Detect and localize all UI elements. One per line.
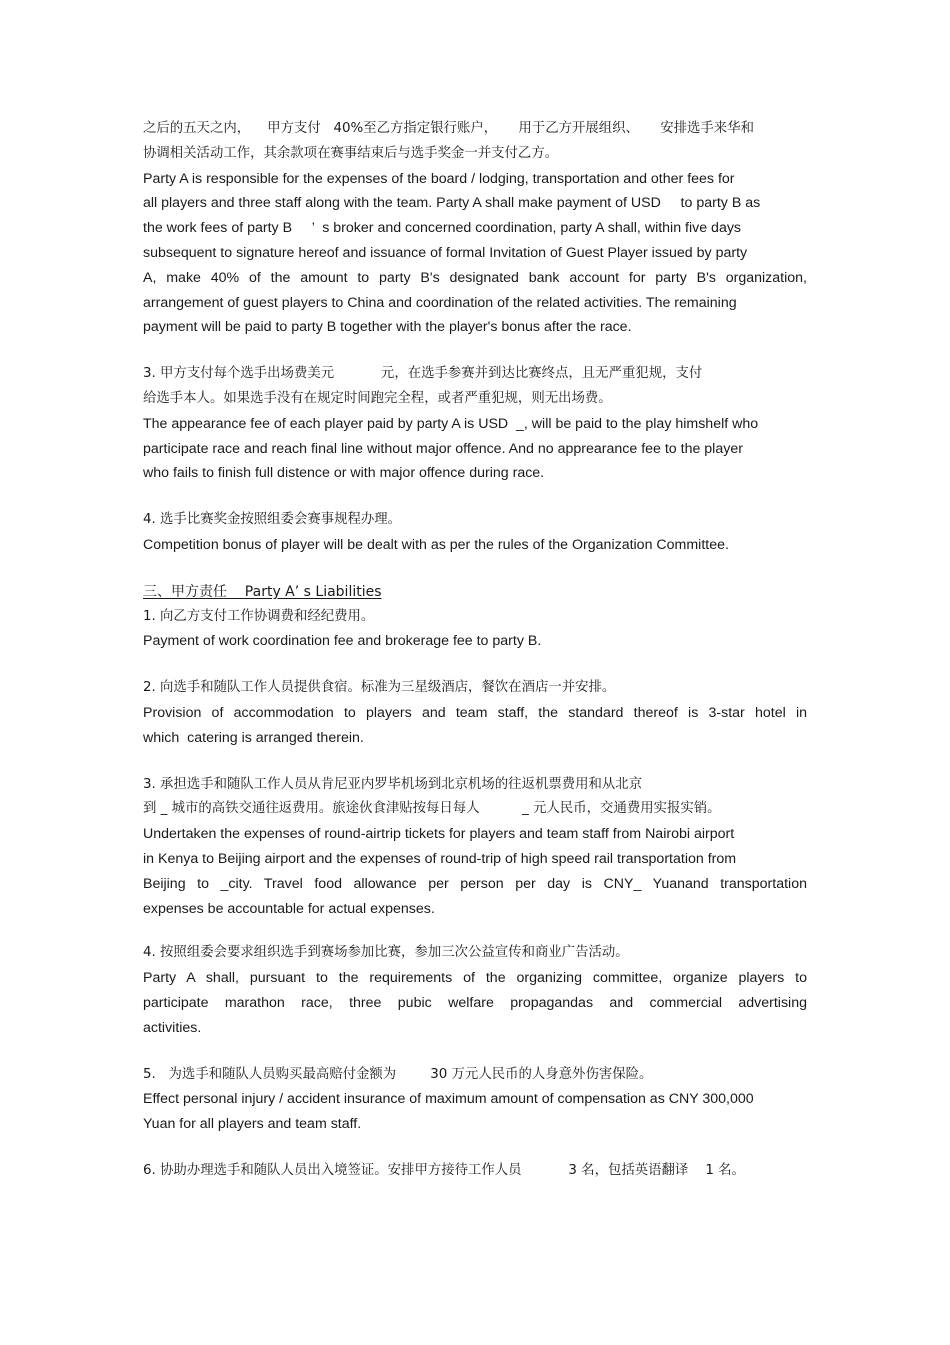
liability-6-zh: 6. 协助办理选手和随队人员出入境签证。安排甲方接待工作人员 3 名，包括英语翻译 1 名。 bbox=[143, 1162, 745, 1178]
item4-zh: 4. 选手比赛奖金按照组委会赛事规程办理。 bbox=[143, 512, 402, 528]
liability-4-en-line-3: activities. bbox=[143, 1019, 202, 1036]
item3-zh-line-1: 3. 甲方支付每个选手出场费美元 元，在选手参赛并到达比赛终点，且无严重犯规，支付 bbox=[143, 366, 703, 382]
intro-en-line-4: subsequent to signature hereof and issuance of formal Invitation of Guest Player issued by party bbox=[143, 244, 748, 261]
item3-en-line-3: who fails to finish full distence or with major offence during race. bbox=[143, 465, 545, 482]
liability-1-en: Payment of work coordination fee and brokerage fee to party B. bbox=[143, 633, 542, 650]
liability-1-zh: 1. 向乙方支付工作协调费和经纪费用。 bbox=[143, 608, 375, 624]
liability-item-2 bbox=[143, 676, 807, 750]
liability-5-zh: 5. 为选手和随队人员购买最高赔付金额为 30 万元人民币的人身意外伤害保险。 bbox=[143, 1066, 653, 1082]
intro-en-line-7: payment will be paid to party B together with the player's bonus after the race. bbox=[143, 319, 632, 336]
intro-paragraph bbox=[143, 117, 807, 340]
intro-en-line-1: Party A is responsible for the expenses of the board / lodging, transportation and other fees for bbox=[143, 170, 735, 187]
intro-en-line-3: the work fees of party B ’ s broker and concerned coordination, party A shall, within five days bbox=[143, 220, 742, 237]
item3-en-line-2: participate race and reach final line without major offence. And no apprearance fee to the player bbox=[143, 440, 743, 457]
contract-page bbox=[143, 117, 807, 1184]
liability-5-en-line-2: Yuan for all players and team staff. bbox=[143, 1116, 362, 1133]
liability-3-zh-line-1: 3. 承担选手和随队工作人员从肯尼亚内罗毕机场到北京机场的往返机票费用和从北京 bbox=[143, 776, 643, 792]
competition-bonus-clause bbox=[143, 508, 807, 558]
intro-en-line-5: A, make 40% of the amount to party B's designated bank account for party B's organization, bbox=[143, 269, 807, 286]
liability-item-1 bbox=[143, 605, 807, 655]
section-heading bbox=[143, 580, 807, 605]
liability-2-en-line-2: which catering is arranged therein. bbox=[143, 729, 364, 746]
liability-4-zh: 4. 按照组委会要求组织选手到赛场参加比赛，参加三次公益宣传和商业广告活动。 bbox=[143, 945, 629, 961]
liability-3-en-line-4: expenses be accountable for actual expenses. bbox=[143, 900, 435, 917]
liability-3-en-line-3: Beijing to _city. Travel food allowance per person per day is CNY_ Yuanand transportation bbox=[143, 875, 807, 892]
liability-2-zh: 2. 向选手和随队工作人员提供食宿。标准为三星级酒店，餐饮在酒店一并安排。 bbox=[143, 680, 616, 696]
intro-en-line-2: all players and three staff along with the team. Party A shall make payment of USD to party B as bbox=[143, 195, 761, 212]
liability-4-en-line-2: participate marathon race, three pubic welfare propagandas and commercial advertising bbox=[143, 994, 807, 1011]
intro-zh-line-2: 协调相关活动工作，其余款项在赛事结束后与选手奖金一并支付乙方。 bbox=[143, 145, 559, 161]
intro-en-line-6: arrangement of guest players to China and coordination of the related activities. The remaining bbox=[143, 294, 737, 311]
section-heading-text: 三、甲方责任 Party A’ s Liabilities bbox=[143, 583, 382, 600]
liability-3-en-line-2: in Kenya to Beijing airport and the expenses of round-trip of high speed rail transportation from bbox=[143, 850, 737, 867]
item4-en: Competition bonus of player will be dealt with as per the rules of the Organization Committee. bbox=[143, 536, 729, 553]
liability-2-en-line-1: Provision of accommodation to players and team staff, the standard thereof is 3-star hotel in bbox=[143, 704, 807, 721]
item3-en-line-1: The appearance fee of each player paid by party A is USD _, will be paid to the play himshelf who bbox=[143, 415, 759, 432]
appearance-fee-clause bbox=[143, 362, 807, 486]
liability-item-3 bbox=[143, 773, 807, 922]
liability-5-en-line-1: Effect personal injury / accident insurance of maximum amount of compensation as CNY 300,000 bbox=[143, 1091, 754, 1108]
liability-3-en-line-1: Undertaken the expenses of round-airtrip tickets for players and team staff from Nairobi airport bbox=[143, 826, 735, 843]
intro-zh-line-1: 之后的五天之内， 甲方支付 40%至乙方指定银行账户， 用于乙方开展组织、 安排选手来华和 bbox=[143, 121, 754, 136]
liability-4-en-line-1: Party A shall, pursuant to the requirements of the organizing committee, organize players to bbox=[143, 970, 807, 987]
item3-zh-line-2: 给选手本人。如果选手没有在规定时间跑完全程，或者严重犯规，则无出场费。 bbox=[143, 390, 612, 406]
liability-item-5 bbox=[143, 1063, 807, 1137]
liability-3-zh-line-2: 到 _ 城市的高铁交通往返费用。旅途伙食津贴按每日每人 _ 元人民币，交通费用实报实销。 bbox=[143, 801, 721, 817]
liability-item-4 bbox=[143, 941, 807, 1040]
liability-item-6 bbox=[143, 1159, 807, 1184]
